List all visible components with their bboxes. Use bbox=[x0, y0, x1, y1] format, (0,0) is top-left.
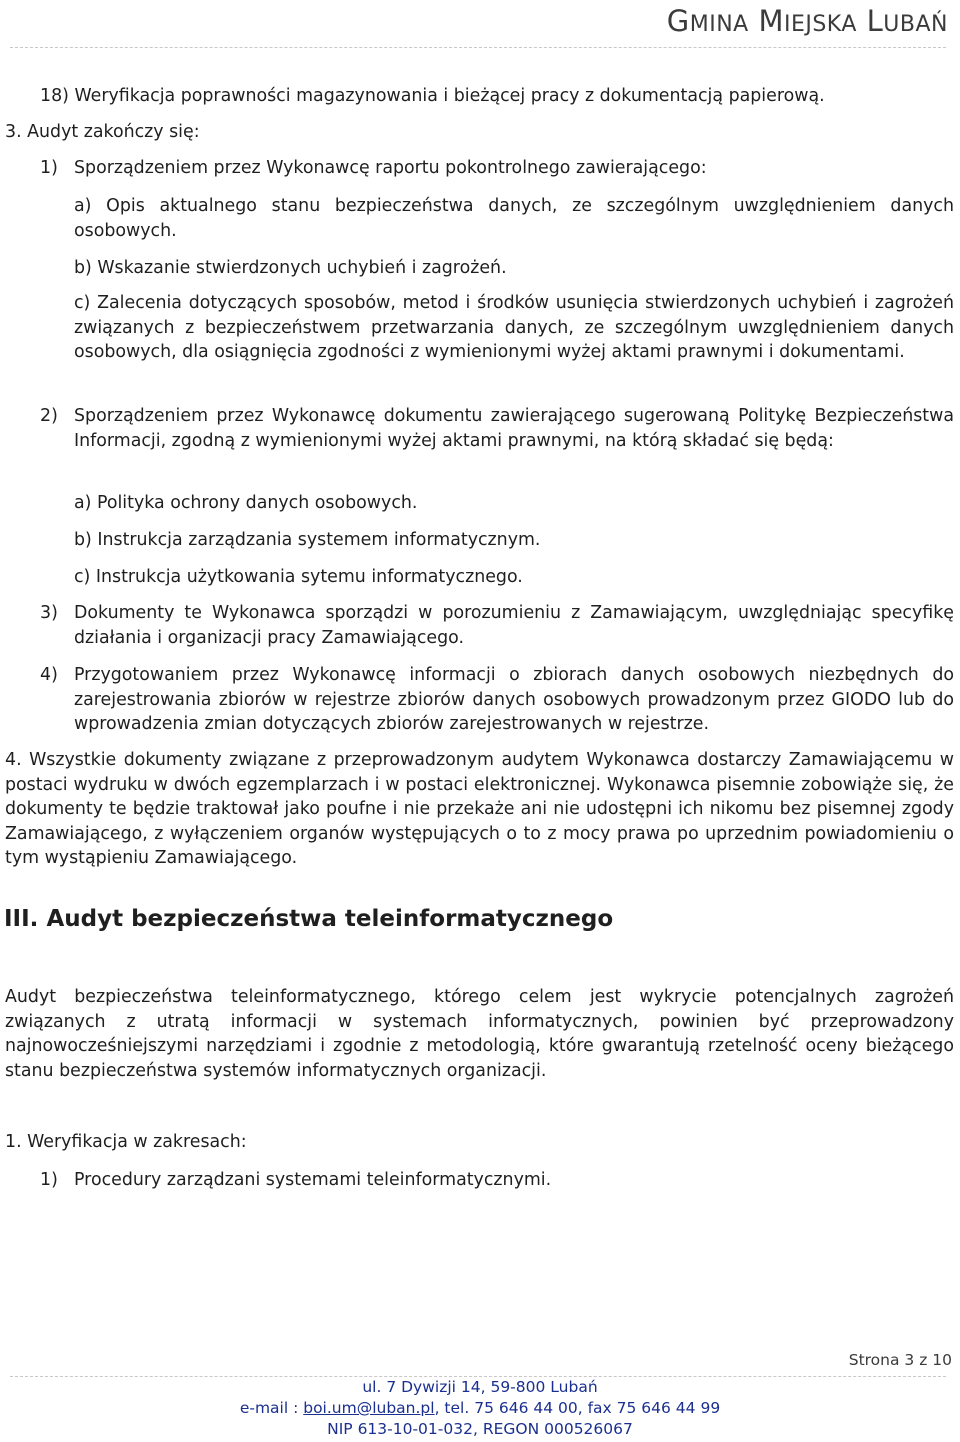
section-3-title: 3. Audyt zakończy się: bbox=[5, 122, 200, 142]
header-title-part: G bbox=[666, 4, 690, 38]
section-3-item-2: Sporządzeniem przez Wykonawcę dokumentu zawierającego sugerowaną Politykę Bezpieczeństwa Informacji, zgodną z wymienionymi wyżej aktami prawnymi, na którą składać się będą: bbox=[74, 406, 954, 451]
footer-email-link[interactable]: boi.um@luban.pl bbox=[303, 1399, 435, 1417]
section-heading bbox=[4, 906, 613, 932]
section-3-item-1b: b) Wskazanie stwierdzonych uchybień i zagrożeń. bbox=[74, 258, 507, 278]
footer-address: ul. 7 Dywizji 14, 59-800 Lubań bbox=[362, 1378, 598, 1396]
header-title-part: IEJSKA bbox=[783, 12, 857, 37]
header-title-part: MINA bbox=[689, 12, 749, 37]
list-number: 1) bbox=[40, 1170, 58, 1190]
section-3-item-1c: c) Zalecenia dotyczących sposobów, metod i środków usunięcia stwierdzonych uchybień i zagrożeń związanych z bezpieczeństwem przetwarzania danych, ze szczególnym uwzględnieniem danych osobowych, dla osiągnięcia zgodności z wymienionymi wyżej aktami prawnymi i dokumentami. bbox=[74, 293, 954, 362]
page-number: Strona 3 z 10 bbox=[848, 1351, 952, 1369]
header-title-part: L bbox=[866, 4, 884, 38]
section-3-item-1a: a) Opis aktualnego stanu bezpieczeństwa danych, ze szczególnym uwzględnieniem danych osobowych. bbox=[74, 196, 954, 241]
section-heading-text: Audyt bezpieczeństwa teleinformatycznego bbox=[46, 906, 614, 932]
verification-item-1: Procedury zarządzani systemami teleinformatycznymi. bbox=[74, 1170, 552, 1190]
section-3-item-2b: b) Instrukcja zarządzania systemem informatycznym. bbox=[74, 530, 541, 550]
item-18: 18) Weryfikacja poprawności magazynowania i bieżącej pracy z dokumentacją papierową. bbox=[40, 86, 825, 106]
header-title-part: UBAŃ bbox=[883, 12, 948, 37]
verification-title: 1. Weryfikacja w zakresach: bbox=[5, 1132, 247, 1152]
intro-paragraph: Audyt bezpieczeństwa teleinformatycznego, którego celem jest wykrycie potencjalnych zagrożeń związanych z utratą informacji w systemach informatycznych, powinien być przeprowadzony najnowocześniejszymi narzędziami i zgodnie z metodologią, które gwarantują rzetelność oceny bieżącego stanu bezpieczeństwa systemów informatycznych organizacji. bbox=[5, 987, 954, 1081]
section-3-item-3: Dokumenty te Wykonawca sporządzi w porozumieniu z Zamawiającym, uwzględniając specyfikę działania i organizacji pracy Zamawiającego. bbox=[74, 603, 954, 648]
footer-ids: NIP 613-10-01-032, REGON 000526067 bbox=[327, 1420, 633, 1438]
list-number: 1) bbox=[40, 158, 58, 178]
header-title-part: M bbox=[758, 4, 784, 38]
list-number: 3) bbox=[40, 603, 58, 623]
footer-contact bbox=[0, 1397, 960, 1419]
section-3-item-2c: c) Instrukcja użytkowania sytemu informatycznego. bbox=[74, 567, 523, 587]
section-4-paragraph: 4. Wszystkie dokumenty związane z przeprowadzonym audytem Wykonawca dostarczy Zamawiającemu w postaci wydruku w dwóch egzemplarzach i w postaci elektronicznej. Wykonawca pisemnie zobowiąże się, że dokumenty te będzie traktował jako poufne i nie przekaże ani nie udostępni ich nikomu bez pisemnej zgody Zamawiającego, z wyłączeniem organów występujących o to z mocy prawa po uprzednim powiadomieniu o tym wystąpieniu Zamawiającego. bbox=[5, 750, 954, 868]
section-3-item-2a: a) Polityka ochrony danych osobowych. bbox=[74, 493, 418, 513]
footer-email-label: e-mail : bbox=[239, 1399, 304, 1417]
header-title bbox=[0, 4, 948, 38]
list-number: 4) bbox=[40, 665, 58, 685]
footer-phone-fax: , tel. 75 646 44 00, fax 75 646 44 99 bbox=[434, 1399, 721, 1417]
section-3-item-1: Sporządzeniem przez Wykonawcę raportu pokontrolnego zawierającego: bbox=[74, 158, 707, 178]
section-3-item-4: Przygotowaniem przez Wykonawcę informacji o zbiorach danych osobowych niezbędnych do zarejestrowania zbiorów w rejestrze zbiorów danych osobowych prowadzonym przez GIODO lub do wprowadzenia zmian dotyczących zbiorów zarejestrowanych w rejestrze. bbox=[74, 665, 954, 734]
header-divider bbox=[10, 47, 946, 48]
list-number: 2) bbox=[40, 406, 58, 426]
section-heading-number: III. bbox=[4, 906, 39, 932]
